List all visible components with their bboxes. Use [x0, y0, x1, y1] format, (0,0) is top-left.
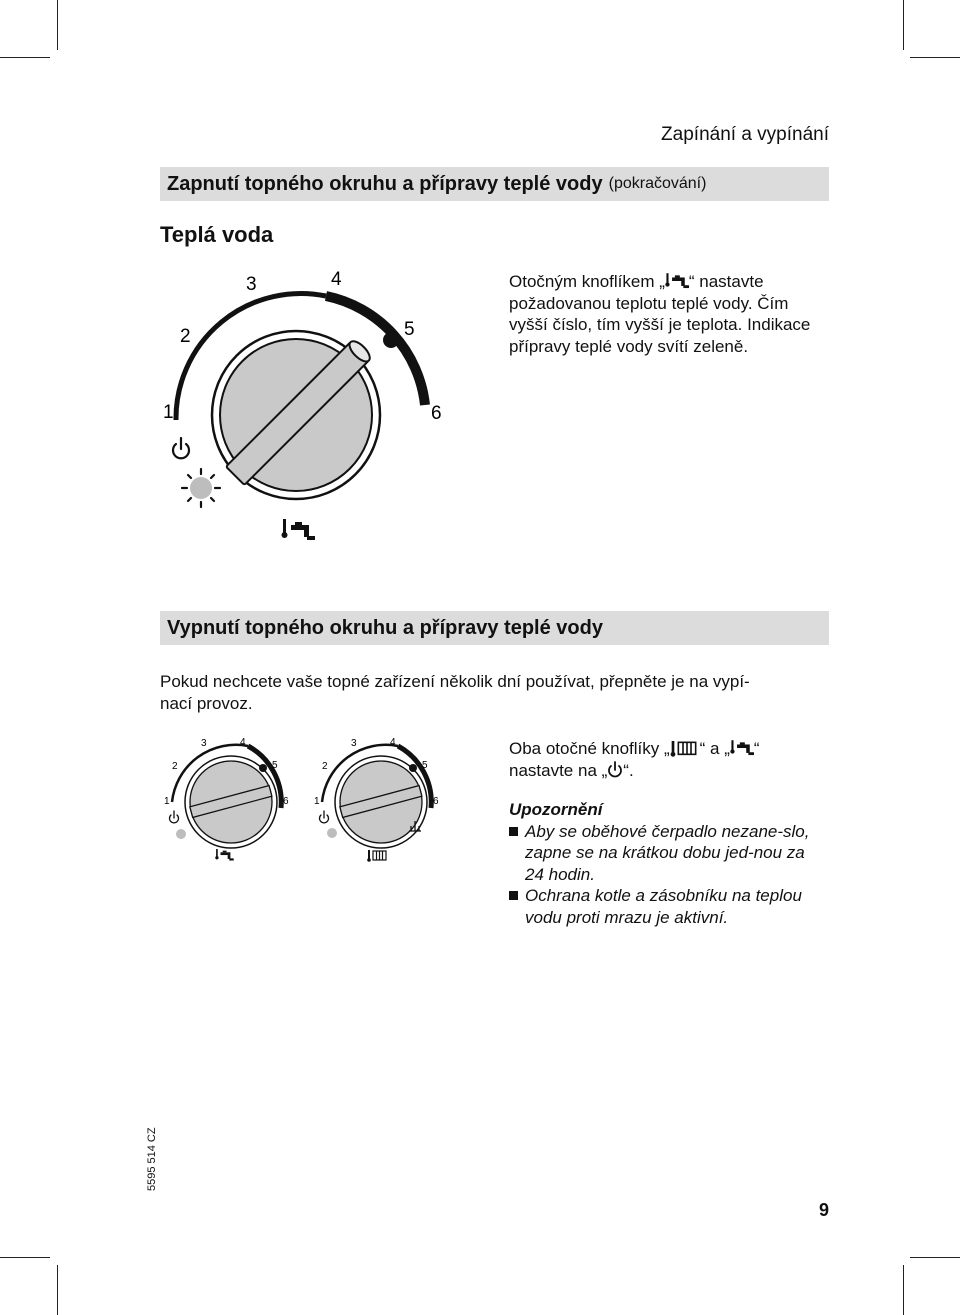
- dial-number: 6: [433, 796, 439, 807]
- running-header: Zapínání a vypínání: [661, 124, 829, 145]
- dial-number: 2: [322, 761, 328, 772]
- section-heading-text: Vypnutí topného okruhu a přípravy teplé vody: [167, 616, 603, 639]
- document-code: 5595 514 CZ: [146, 1127, 158, 1191]
- note-item: Aby se oběhové čerpadlo nezane-slo, zapne se na krátkou dobu jed-nou za 24 hodin.: [509, 821, 815, 886]
- heating-icon: [367, 850, 386, 862]
- crop-mark: [57, 1265, 58, 1315]
- dial-number: 2: [180, 326, 191, 347]
- dial-setpoint-dot: [383, 332, 399, 348]
- heating-dial-small: [314, 737, 439, 862]
- instruction-text: Oba otočné knoflíky „: [509, 739, 670, 758]
- instruction-line: [509, 760, 829, 782]
- hot-water-instruction: [509, 271, 829, 357]
- hot-water-icon: [282, 519, 316, 540]
- dial-number: 6: [283, 796, 289, 807]
- hot-water-dial-small: [164, 737, 289, 861]
- section-heading-off: [160, 611, 829, 645]
- instruction-text: “: [753, 739, 760, 758]
- dial-number: 3: [246, 274, 257, 295]
- subheading-hot-water: Teplá voda: [160, 222, 274, 247]
- instruction-line: [509, 738, 829, 760]
- power-icon: [607, 761, 623, 779]
- indicator-light-icon: [176, 829, 186, 839]
- section-heading-suffix: (pokračování): [608, 175, 707, 192]
- hot-water-icon: [215, 849, 233, 861]
- crop-mark: [910, 57, 960, 58]
- dial-number: 4: [390, 737, 396, 748]
- instruction-text: “.: [623, 760, 634, 780]
- crop-mark: [903, 1265, 904, 1315]
- dial-number: 4: [240, 737, 246, 748]
- dial-number: 1: [314, 796, 320, 807]
- hot-water-dial-illustration: [150, 260, 470, 550]
- heating-icon: [670, 741, 700, 757]
- hot-water-icon: [730, 739, 754, 757]
- crop-mark: [903, 0, 904, 50]
- intro-line: nací provoz.: [160, 693, 253, 713]
- instruction-text: nastavte na „: [509, 760, 608, 780]
- intro-line: Pokud nechcete vaše topné zařízení několik dní používat, přepněte je na vypí-: [160, 672, 750, 691]
- note-list: [509, 821, 829, 929]
- page-number: 9: [818, 1200, 829, 1220]
- hot-water-indicator-light-icon: [182, 469, 220, 507]
- dial-number: 5: [404, 319, 415, 340]
- section-heading-on: [160, 167, 829, 201]
- shutdown-instruction: [509, 738, 829, 928]
- dial-number: 4: [331, 269, 342, 290]
- hot-water-icon: [665, 272, 689, 290]
- note-item: Ochrana kotle a zásobníku na teplou vodu proti mrazu je aktivní.: [509, 885, 815, 928]
- crop-mark: [0, 1257, 50, 1258]
- dial-number: 1: [163, 402, 174, 423]
- instruction-text: “ a „: [699, 739, 730, 758]
- dial-number: 5: [272, 760, 278, 771]
- instruction-text: Otočným knoflíkem „: [509, 272, 665, 291]
- power-icon: [173, 438, 189, 458]
- note-title: Upozornění: [509, 800, 603, 819]
- shutdown-intro: [160, 671, 830, 714]
- indicator-light-icon: [327, 828, 337, 838]
- dial-number: 1: [164, 796, 170, 807]
- crop-mark: [910, 1257, 960, 1258]
- dial-number: 5: [422, 760, 428, 771]
- power-icon: [320, 811, 329, 823]
- small-dials-illustration: [160, 735, 460, 865]
- section-heading-text: Zapnutí topného okruhu a přípravy teplé vody: [167, 172, 603, 195]
- dial-number: 3: [201, 738, 207, 749]
- crop-mark: [57, 0, 58, 50]
- dial-number: 6: [431, 403, 442, 424]
- dial-number: 2: [172, 761, 178, 772]
- instruction-text: “ nastavte požadovanou teplotu teplé vody. Čím vyšší číslo, tím vyšší je teplota. Indikace přípravy teplé vody svítí zeleně.: [509, 272, 811, 356]
- crop-mark: [0, 57, 50, 58]
- dial-number: 3: [351, 738, 357, 749]
- power-icon: [169, 811, 178, 823]
